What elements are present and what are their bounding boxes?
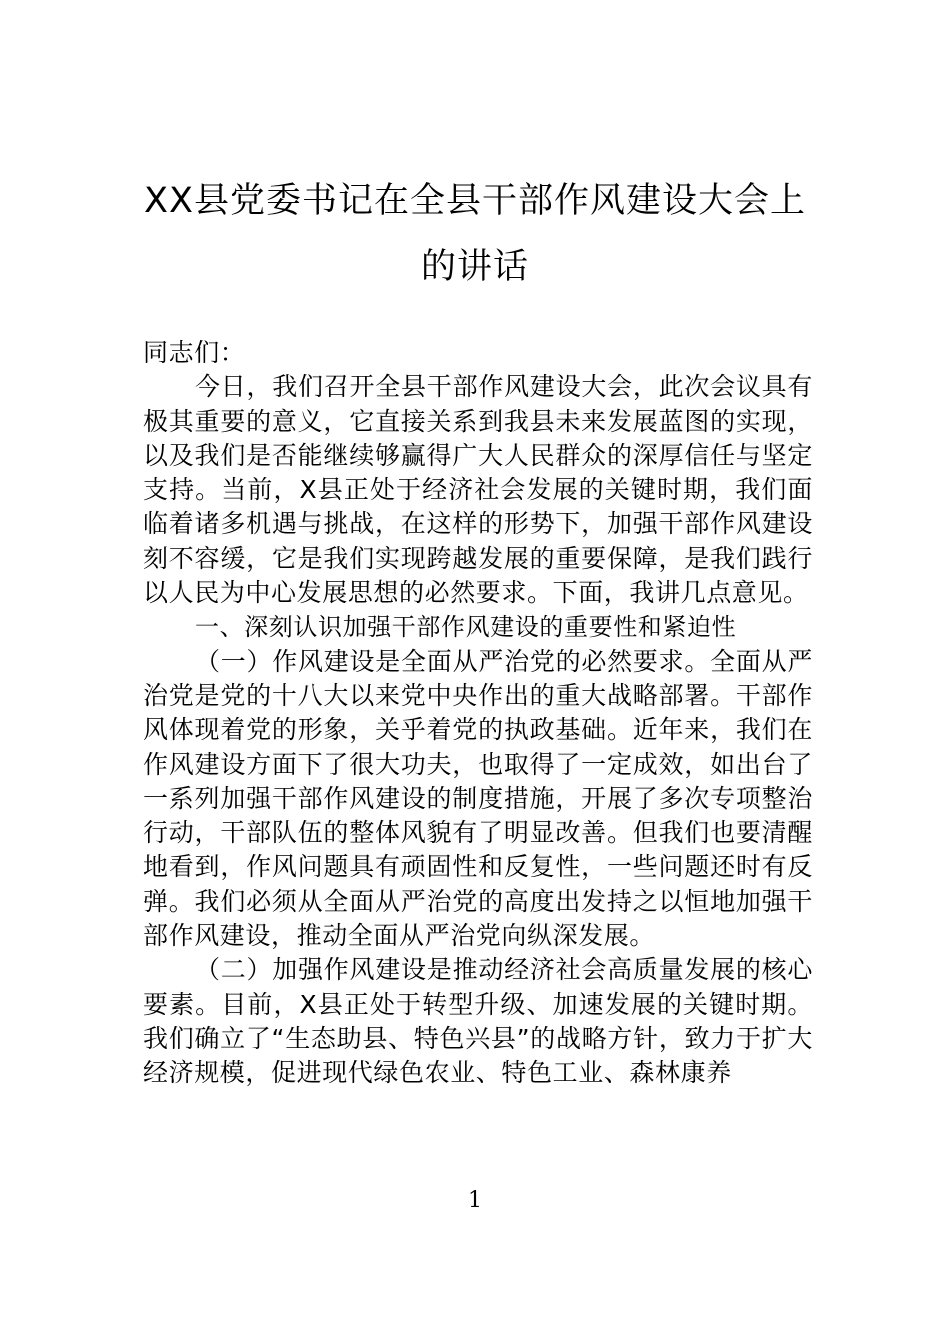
title-line-1: XX县党委书记在全县干部作风建设大会上 xyxy=(144,181,806,221)
paragraph-intro: 今日，我们召开全县干部作风建设大会，此次会议具有极其重要的意义，它直接关系到我县未来发展蓝图的实现，以及我们是否能继续够赢得广大人民群众的深厚信任与坚定支持。当前，X县正处于经济社会发展的关键时期，我们面临着诸多机遇与挑战，在这样的形势下，加强干部作风建设刻不容缓，它是我们实现跨越发展的重要保障，是我们践行以人民为中心发展思想的必然要求。下面，我讲几点意见。 xyxy=(143,372,813,608)
salutation: 同志们： xyxy=(143,338,246,367)
paragraph-subsection-1: （一）作风建设是全面从严治党的必然要求。全面从严治党是党的十八大以来党中央作出的重大战略部署。干部作风体现着党的形象，关乎着党的执政基础。近年来，我们在作风建设方面下了很大功夫，也取得了一定成效，如出台了一系列加强干部作风建设的制度措施，开展了多次专项整治行动，干部队伍的整体风貌有了明显改善。但我们也要清醒地看到，作风问题具有顽固性和反复性，一些问题还时有反弹。我们必须从全面从严治党的高度出发持之以恒地加强干部作风建设，推动全面从严治党向纵深发展。 xyxy=(143,646,813,951)
section-heading-1: 一、深刻认识加强干部作风建设的重要性和紧迫性 xyxy=(195,613,737,642)
title-line-2: 的讲话 xyxy=(420,247,529,287)
document-title xyxy=(100,168,850,300)
document-body xyxy=(143,336,813,1091)
paragraph-subsection-2: （二）加强作风建设是推动经济社会高质量发展的核心要素。目前，X县正处于转型升级、加速发展的关键时期。我们确立了“生态助县、特色兴县”的战略方针，致力于扩大经济规模，促进现代绿色农业、特色工业、森林康养 xyxy=(143,955,813,1088)
page-number: 1 xyxy=(468,1188,482,1213)
